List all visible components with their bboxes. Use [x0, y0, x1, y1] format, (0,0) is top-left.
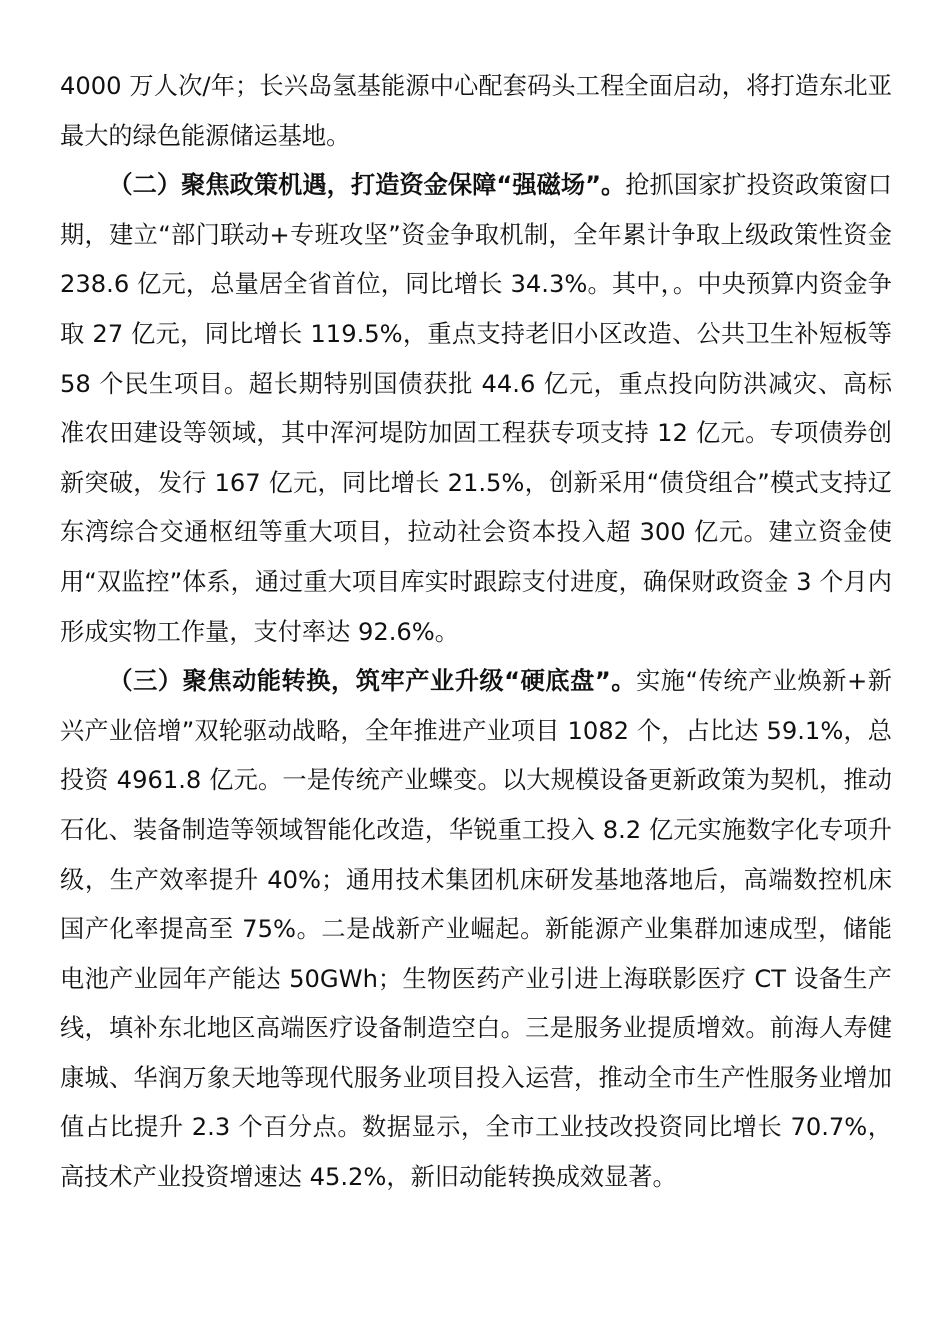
paragraph-continued	[60, 62, 892, 161]
section-heading-3: （三）聚焦动能转换，筑牢产业升级“硬底盘”。	[108, 667, 637, 696]
paragraph-body: 4000 万人次/年；长兴岛氢基能源中心配套码头工程全面启动，将打造东北亚最大的绿色能源储运基地。	[60, 72, 892, 150]
document-page	[60, 62, 892, 1203]
paragraph-section-2	[60, 161, 892, 657]
section-heading-2: （二）聚焦政策机遇，打造资金保障“强磁场”。	[108, 171, 626, 200]
paragraph-section-3	[60, 657, 892, 1203]
paragraph-body: 实施“传统产业焕新+新兴产业倍增”双轮驱动战略，全年推进产业项目 1082 个，占比达 59.1%，总投资 4961.8 亿元。一是传统产业蝶变。以大规模设备更新政策为契机，推动石化、装备制造等领域智能化改造，华锐重工投入 8.2 亿元实施数字化专项升级，生产效率提升 40%；通用技术集团机床研发基地落地后，高端数控机床国产化率提高至 75%。二是战新产业崛起。新能源产业集群加速成型，储能电池产业园年产能达 50GWh；生物医药产业引进上海联影医疗 CT 设备生产线，填补东北地区高端医疗设备制造空白。三是服务业提质增效。前海人寿健康城、华润万象天地等现代服务业项目投入运营，推动全市生产性服务业增加值占比提升 2.3 个百分点。数据显示，全市工业技改投资同比增长 70.7%，高技术产业投资增速达 45.2%，新旧动能转换成效显著。	[60, 667, 892, 1192]
paragraph-body: 抢抓国家扩投资政策窗口期，建立“部门联动+专班攻坚”资金争取机制，全年累计争取上级政策性资金 238.6 亿元，总量居全省首位，同比增长 34.3%。其中，。中央预算内资金争取 27 亿元，同比增长 119.5%，重点支持老旧小区改造、公共卫生补短板等 58 个民生项目。超长期特别国债获批 44.6 亿元，重点投向防洪减灾、高标准农田建设等领域，其中浑河堤防加固工程获专项支持 12 亿元。专项债券创新突破，发行 167 亿元，同比增长 21.5%，创新采用“债贷组合”模式支持辽东湾综合交通枢纽等重大项目，拉动社会资本投入超 300 亿元。建立资金使用“双监控”体系，通过重大项目库实时跟踪支付进度，确保财政资金 3 个月内形成实物工作量，支付率达 92.6%。	[60, 171, 892, 646]
